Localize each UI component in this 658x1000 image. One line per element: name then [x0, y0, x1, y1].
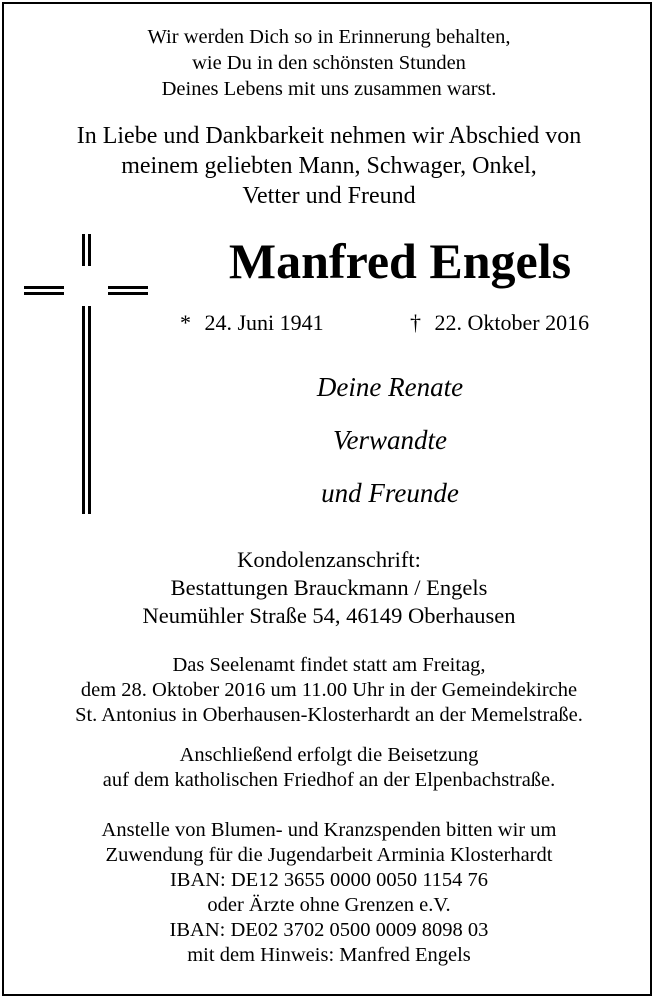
donation-line: oder Ärzte ohne Grenzen e.V.: [207, 894, 451, 916]
donation-line: mit dem Hinweis: Manfred Engels: [187, 944, 471, 966]
mass-line: dem 28. Oktober 2016 um 11.00 Uhr in der Gemeindekirche: [80, 679, 578, 701]
mass-line: St. Antonius in Oberhausen-Klosterhardt an der Memelstraße.: [75, 704, 583, 726]
death-dagger-icon: †: [410, 310, 421, 335]
signer-line: Deine Renate: [316, 372, 464, 402]
cross-icon: [24, 234, 148, 514]
intro-line: Vetter und Freund: [242, 183, 416, 209]
donation-line: IBAN: DE12 3655 0000 0050 1154 76: [169, 869, 489, 891]
mass-line: Das Seelenamt findet statt am Freitag,: [172, 654, 486, 676]
address-line: Neumühler Straße 54, 46149 Oberhausen: [142, 603, 516, 628]
burial-line: Anschließend erfolgt die Beisetzung: [179, 744, 479, 766]
poem-line: wie Du in den schönsten Stunden: [192, 52, 466, 74]
signer-line: Verwandte: [333, 425, 447, 455]
donation-line: Zuwendung für die Jugendarbeit Arminia Klosterhardt: [105, 844, 553, 866]
donation-line: IBAN: DE02 3702 0500 0009 8098 03: [169, 919, 489, 941]
donation-line: Anstelle von Blumen- und Kranzspenden bitten wir um: [101, 819, 557, 841]
intro-line: In Liebe und Dankbarkeit nehmen wir Abschied von: [76, 123, 582, 149]
deceased-name: Manfred Engels: [228, 233, 572, 289]
death-date: † 22. Oktober 2016: [410, 310, 590, 335]
burial-line: auf dem katholischen Friedhof an der Elpenbachstraße.: [102, 769, 556, 791]
birth-date: * 24. Juni 1941: [180, 310, 324, 335]
address-line: Bestattungen Brauckmann / Engels: [170, 575, 488, 600]
intro-line: meinem geliebten Mann, Schwager, Onkel,: [121, 153, 537, 179]
address-line: Kondolenzanschrift:: [237, 547, 421, 572]
birth-star-icon: *: [180, 310, 191, 335]
signer-line: und Freunde: [321, 478, 459, 508]
poem-line: Deines Lebens mit uns zusammen warst.: [161, 78, 497, 100]
poem-line: Wir werden Dich so in Erinnerung behalten,: [147, 26, 511, 48]
